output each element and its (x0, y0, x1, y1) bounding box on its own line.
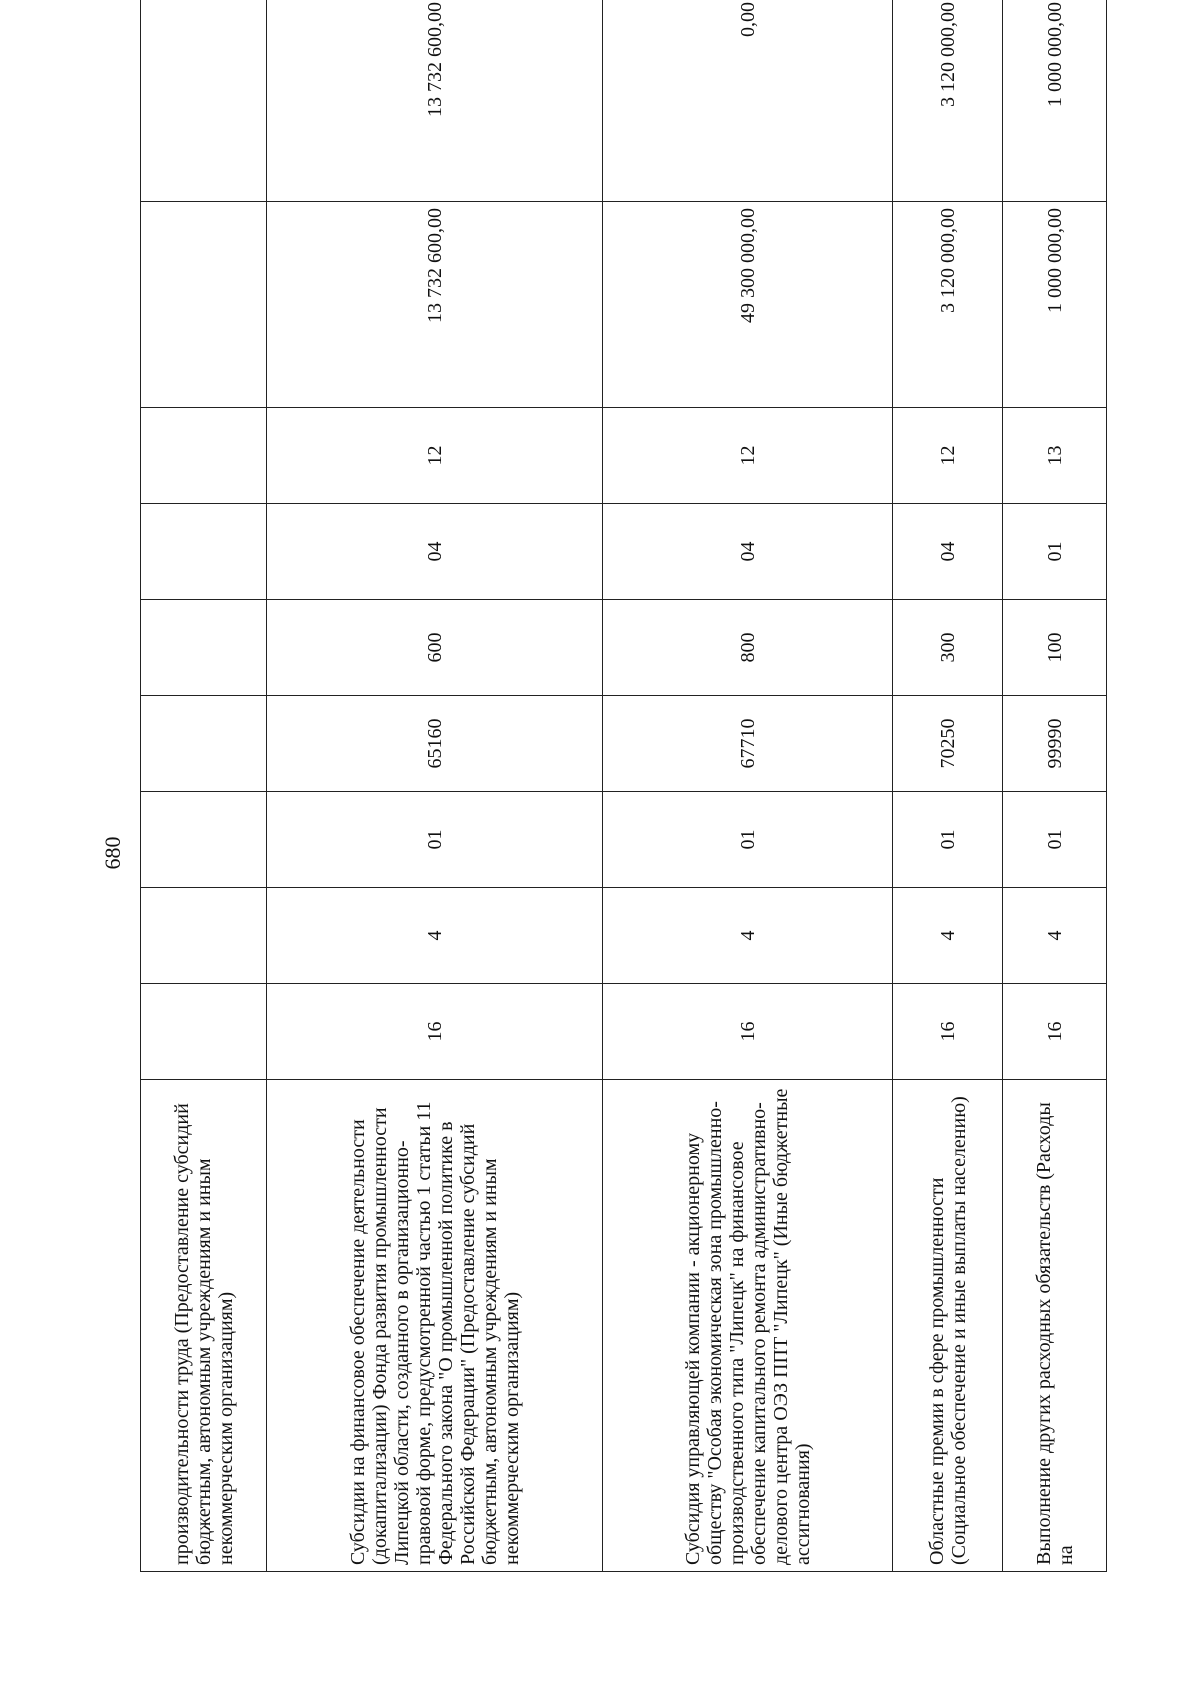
table-cell: 600 (267, 600, 603, 696)
table-cell: 70250 (893, 696, 1003, 792)
table-cell (141, 696, 267, 792)
sum-cell: 13 732 600,00 (267, 202, 603, 408)
row-name-cell: производительности труда (Предоставление субсидий бюджетным, автономным учреждениям и иным некоммерческим организациям) (141, 1080, 267, 1572)
table-cell: 01 (1003, 504, 1107, 600)
page-number: 680 (100, 836, 125, 870)
table-cell (141, 984, 267, 1080)
sum-cell: 49 300 000,00 (603, 202, 893, 408)
table-cell: 04 (893, 504, 1003, 600)
sum-cell: 13 732 600,00 (267, 0, 603, 202)
row-name-cell: Субсидия управляющей компании - акционерному обществу "Особая экономическая зона промышленно-производственного типа "Липецк" на финансовое обеспечение капитального ремонта административно-делового центра ОЭЗ ППТ "Липецк" (Иные бюджетные ассигнования) (603, 1080, 893, 1572)
table-cell: 4 (1003, 888, 1107, 984)
sum-cell: 3 120 000,00 (893, 202, 1003, 408)
table-cell: 4 (267, 888, 603, 984)
budget-table (140, 0, 1107, 1572)
table-row (603, 0, 893, 1572)
row-name-cell: Субсидии на финансовое обеспечение деятельности (докапитализации) Фонда развития промышленности Липецкой области, созданного в организационно-правовой форме, предусмотренной частью 1 статьи 11 Федерального закона "О промышленной политике в Российской Федерации" (Предоставление субсидий бюджетным, автономным учреждениям и иным некоммерческим организациям) (267, 1080, 603, 1572)
table-cell: 4 (603, 888, 893, 984)
table-cell: 01 (893, 792, 1003, 888)
row-name-cell: Выполнение других расходных обязательств (Расходы на (1003, 1080, 1107, 1572)
sum-cell: 1 000 000,00 (1003, 202, 1107, 408)
table-row (1003, 0, 1107, 1572)
table-cell: 04 (267, 504, 603, 600)
table-row (893, 0, 1003, 1572)
table-cell: 13 (1003, 408, 1107, 504)
table-cell: 16 (267, 984, 603, 1080)
table-row (267, 0, 603, 1572)
sum-cell (141, 0, 267, 202)
rotated-table-container (140, 2, 1106, 1572)
sum-cell: 3 120 000,00 (893, 0, 1003, 202)
table-cell: 12 (603, 408, 893, 504)
sum-cell (141, 202, 267, 408)
table-cell: 100 (1003, 600, 1107, 696)
table-cell (141, 600, 267, 696)
table-cell: 99990 (1003, 696, 1107, 792)
table-cell (141, 792, 267, 888)
table-cell: 67710 (603, 696, 893, 792)
table-cell: 4 (893, 888, 1003, 984)
table-cell: 04 (603, 504, 893, 600)
table-cell: 01 (1003, 792, 1107, 888)
table-cell (141, 408, 267, 504)
table-cell: 65160 (267, 696, 603, 792)
table-cell: 12 (267, 408, 603, 504)
table-cell: 16 (1003, 984, 1107, 1080)
table-cell (141, 504, 267, 600)
sum-cell: 1 000 000,00 (1003, 0, 1107, 202)
sum-cell: 0,00 (603, 0, 893, 202)
table-row (141, 0, 267, 1572)
table-cell: 01 (267, 792, 603, 888)
table-cell: 800 (603, 600, 893, 696)
table-cell: 12 (893, 408, 1003, 504)
table-cell: 16 (603, 984, 893, 1080)
table-cell (141, 888, 267, 984)
table-cell: 16 (893, 984, 1003, 1080)
table-cell: 01 (603, 792, 893, 888)
row-name-cell: Областные премии в сфере промышленности (Социальное обеспечение и иные выплаты населению) (893, 1080, 1003, 1572)
table-cell: 300 (893, 600, 1003, 696)
